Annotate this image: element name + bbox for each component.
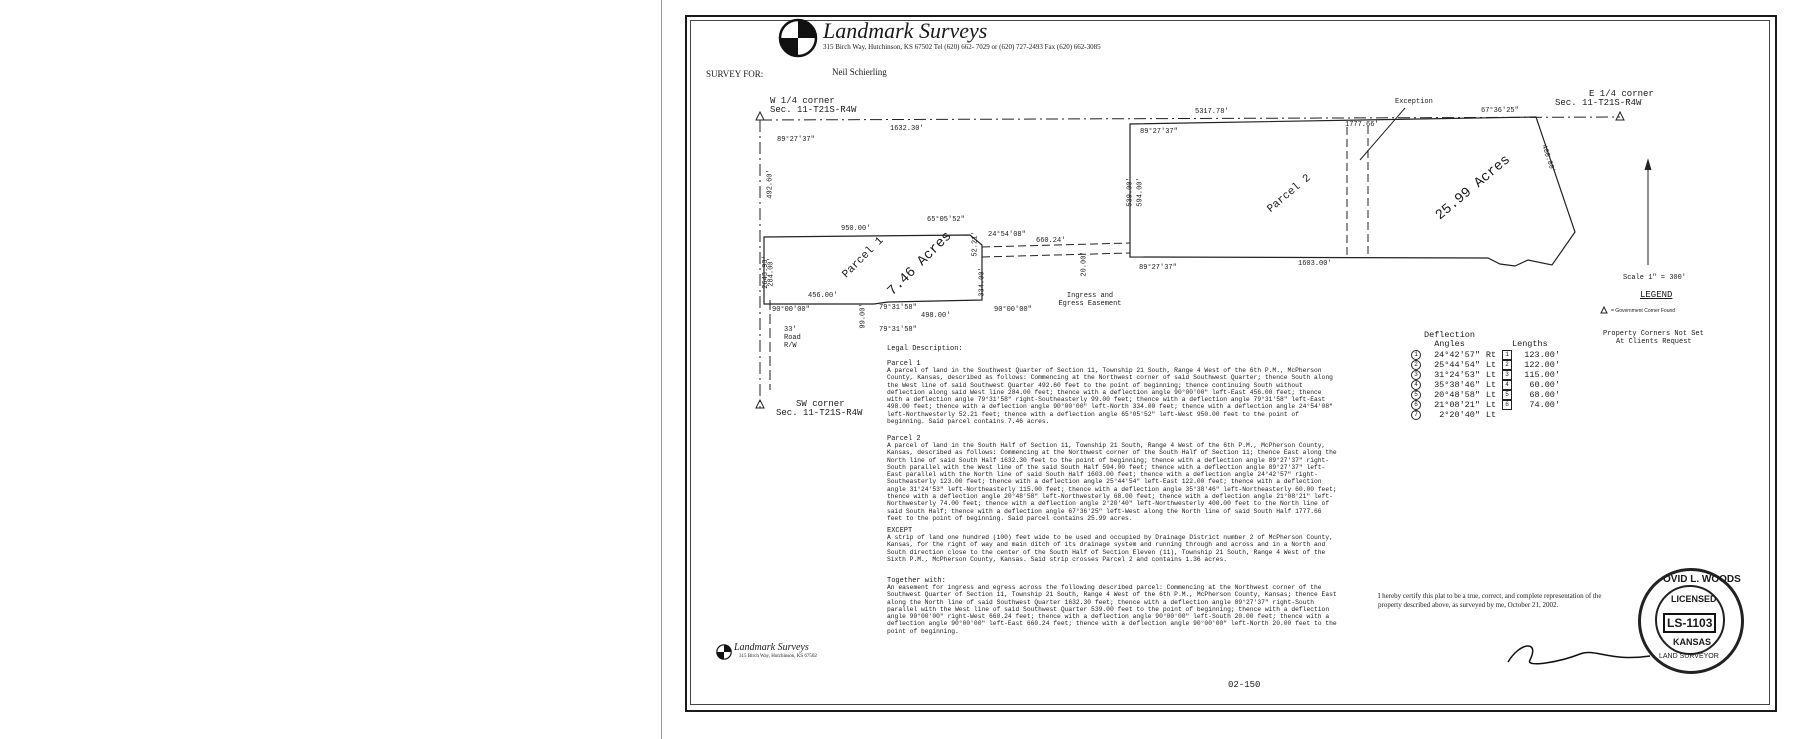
deflection-table	[1411, 350, 1560, 420]
p1-east-length: 334.00'	[978, 267, 987, 297]
deflection-angle: 2°20'40"	[1439, 410, 1480, 420]
company-name: Landmark Surveys	[823, 18, 988, 43]
length-value: 122.00'	[1524, 360, 1560, 370]
deflection-row	[1411, 370, 1560, 380]
scale: Scale 1" = 300'	[1623, 274, 1687, 282]
deflection-row	[1411, 360, 1560, 370]
parcel-2-acres: 25.99 Acres	[1432, 152, 1514, 224]
except-title: EXCEPT	[887, 527, 913, 535]
length-number: 3	[1502, 370, 1512, 380]
parcel-2-title: Parcel 2	[887, 435, 921, 443]
north-west-length: 1632.30'	[890, 125, 924, 133]
parcel-1-label: Parcel 1	[840, 235, 887, 281]
seal-licensed: LICENSED	[1671, 594, 1717, 604]
surveyor-seal	[1638, 568, 1744, 674]
angle-79-31-a: 79°31'58"	[879, 304, 917, 312]
deflection-number: 1	[1411, 350, 1421, 360]
angle-nw-2: 89°27'37"	[1140, 128, 1178, 136]
certification: I hereby certify this plat to be a true, correct, and complete representation of the property described above, as surveyed by me, October 21, 2002.	[1378, 592, 1602, 609]
deflection-number: 4	[1411, 380, 1421, 390]
length-number: 1	[1502, 350, 1512, 360]
footer-company: Landmark Surveys	[734, 642, 809, 653]
deflection-direction: Lt	[1485, 360, 1497, 370]
easement-line-bottom	[982, 253, 1130, 257]
legend-item: = Government Corner Found	[1611, 308, 1676, 314]
deflection-row	[1411, 350, 1560, 360]
parcel-1-title: Parcel 1	[887, 360, 921, 368]
seal-name: OVID L. WOODS	[1663, 574, 1741, 585]
easement-length: 660.24'	[1036, 237, 1066, 245]
deflection-number: 3	[1411, 370, 1421, 380]
length-value: 115.00'	[1524, 370, 1560, 380]
p1-small-segment: 99.00'	[859, 303, 868, 329]
deflection-direction: Rt	[1485, 350, 1497, 360]
deflection-angle: 25°44'54"	[1434, 360, 1480, 370]
deflection-direction: Lt	[1485, 400, 1497, 410]
legend-note-2: At Clients Request	[1616, 338, 1692, 346]
signature	[1500, 632, 1660, 672]
legend-note-1: Property Corners Not Set	[1603, 330, 1704, 338]
p2-west-1: 539.00'	[1126, 177, 1135, 207]
lengths-header: Lengths	[1512, 339, 1548, 349]
p1-ne-segment: 52.21'	[971, 231, 980, 257]
exception-leader	[1360, 108, 1405, 160]
deflection-direction: Lt	[1485, 410, 1497, 420]
parcel-2-label: Parcel 2	[1265, 172, 1314, 216]
parcel-2-description: A parcel of land in the South Half of Section 11, Township 21 South, Range 4 West of the 6th P.M., McPherson County, Kansas, described as follows: Commencing at the Northwest corner of the South Half of Section 11; thence East along the North line of said South Half 1632.30 feet to the point of beginning; thence with a deflection angle 89°27'37" right-South parallel with the West line of the said South Half 594.00 feet; thence with a deflection angle 89°27'37" left-East parallel with the North line of said South Half 1603.00 feet; thence with a deflection angle 24°42'57" right-Southeasterly 123.00 feet; thence with a deflection angle 25°44'54" left-East 122.00 feet; thence with a deflection angle 31°24'53" left-Northeasterly 115.00 feet; thence with a deflection angle 35°38'46" left-Northeasterly 60.00 feet; thence with a deflection angle 20°48'58" left-Northwesterly 68.00 feet; thence with a deflection angle 21°08'21" left-Northwesterly 74.00 feet; thence with a deflection angle 2°20'40" left-Northwesterly 400.00 feet to the North line of said South Half; thence with a deflection angle 67°36'25" left-West along the North line of said South Half 1777.66 feet to the point of beginning. Said parcel contains 25.99 acres.	[887, 442, 1337, 522]
company-address: 315 Birch Way, Hutchinson, KS 67502 Tel (620) 662- 7029 or (620) 727-2493 Fax (620) 662-3085	[823, 43, 1101, 51]
length-value: 123.00'	[1524, 350, 1560, 360]
p2-east-segment: 400.00'	[1539, 143, 1557, 175]
easement-label: Ingress and Egress Easement	[1058, 292, 1122, 308]
w-quarter-corner: W 1/4 corner Sec. 11-T21S-R4W	[770, 96, 857, 115]
deflection-number: 2	[1411, 360, 1421, 370]
p1-north-length: 950.00'	[841, 225, 871, 233]
deflection-angle: 20°48'58"	[1434, 390, 1480, 400]
length-value: 68.00'	[1529, 390, 1560, 400]
deflection-row	[1411, 380, 1560, 390]
length-number: 2	[1502, 360, 1512, 370]
legend-triangle-icon	[1601, 307, 1607, 313]
seal-role: LAND SURVEYOR	[1659, 653, 1719, 660]
angle-90-left: 90°00'00"	[772, 306, 810, 314]
p1-bottom-left: 456.00'	[808, 292, 838, 300]
length-number: 4	[1502, 380, 1512, 390]
deflection-angle: 35°38'46"	[1434, 380, 1480, 390]
deflection-row	[1411, 390, 1560, 400]
footer-logo-icon	[716, 644, 732, 660]
p1-bottom-right: 498.00'	[921, 312, 951, 320]
deflection-row	[1411, 400, 1560, 410]
west-lower: 284.00'	[767, 257, 776, 287]
gov-corner-e-icon	[1616, 112, 1624, 120]
west-total: 2643.93'	[761, 255, 770, 289]
gov-corner-w-icon	[756, 112, 764, 120]
sw-corner: SW corner Sec. 11-T21S-R4W	[776, 399, 863, 418]
length-value: 60.00'	[1529, 380, 1560, 390]
seal-state: KANSAS	[1673, 637, 1712, 647]
deflection-number: 6	[1411, 400, 1421, 410]
north-arrow-head	[1645, 160, 1651, 170]
length-number: 6	[1502, 400, 1512, 410]
e-quarter-corner: E 1/4 corner Sec. 11-T21S-R4W	[1555, 89, 1654, 108]
legal-heading: Legal Description:	[887, 345, 963, 353]
p2-south-length: 1603.00'	[1298, 260, 1332, 268]
parcel-2-boundary	[1130, 117, 1575, 266]
deflection-direction: Lt	[1485, 380, 1497, 390]
p1-angle-ne: 65°05'52"	[927, 216, 965, 224]
angle-79-31-b: 79°31'58"	[879, 326, 917, 334]
survey-for-label: SURVEY FOR:	[706, 69, 764, 79]
footer-address: 315 Birch Way, Hutchinson, KS 67502	[739, 654, 817, 659]
deflection-direction: Lt	[1485, 390, 1497, 400]
deflection-row	[1411, 410, 1560, 420]
deflection-angle: 31°24'53"	[1434, 370, 1480, 380]
except-description: A strip of land one hundred (100) feet wide to be used and occupied by Drainage District number 2 of McPherson County, Kansas, for the right of way and main ditch of its drainage system and running through and across and in a North and South direction close to the center of the South Half of Section Eleven (11), Township 21 South, Range 4 West of the Sixth P.M., McPherson County, Kansas. Said strip crosses Parcel 2 and contains 1.36 acres.	[887, 534, 1333, 563]
p2-west-2: 594.00'	[1136, 177, 1145, 207]
angle-ne: 67°36'25"	[1481, 107, 1519, 115]
deflection-header: Deflection Angles	[1424, 330, 1476, 349]
parcel-1-description: A parcel of land in the Southwest Quarter of Section 11, Township 21 South, Range 4 West of the 6th P.M., McPherson County, Kansas, described as follows: Commencing at the Northwest corner of said Southwest Quarter; thence South along the West line of said Southwest Quarter 492.60 feet to the point of beginning; thence continuing South without deflection along said West line 284.00 feet; thence with a deflection angle 90°00'00" left-East 456.00 feet; thence with a deflection angle 79°31'58" right-Southeasterly 99.00 feet; thence with a deflection angle 79°31'58" left-East 498.00 feet; thence with a deflection angle 90°00'00" left-North 334.00 feet; thence with a deflection angle 24°54'08" left-Northwesterly 52.21 feet; thence with a deflection angle 65°05'52" left-West 950.00 feet to the point of beginning. Said parcel contains 7.46 acres.	[887, 367, 1333, 426]
angle-nw-1: 89°27'37"	[777, 136, 815, 144]
road-label: 33' Road R/W	[784, 326, 801, 350]
west-length: 492.60'	[766, 169, 775, 199]
deflection-number: 5	[1411, 390, 1421, 400]
job-number: 02-150	[1228, 680, 1261, 690]
deflection-angle: 21°08'21"	[1434, 400, 1480, 410]
angle-90-right: 90°00'00"	[994, 306, 1032, 314]
deflection-angle: 24°42'57"	[1434, 350, 1480, 360]
angle-sw-p2: 89°27'37"	[1139, 264, 1177, 272]
deflection-number: 7	[1411, 410, 1421, 420]
together-description: An easement for ingress and egress across the following described parcel: Commencing at the Northwest corner of the Southwest Quarter of Section 11, Township 21 South, Range 4 West of the 6th P.M., McPherson County, Kansas; thence East along the North line of said Southwest Quarter 1632.30 feet; thence with a deflection angle 89°27'37" right-South parallel with the West line of said Southwest Quarter 539.00 feet to the point of beginning; thence with a deflection angle 90°00'00" right-West 660.24 feet; thence with a deflection angle 90°00'00" left-South 20.00 feet; thence with a deflection angle 90°00'00" left-East 660.24 feet; thence with a deflection angle 90°00'00" left-North 20.00 feet to the point of beginning.	[887, 584, 1337, 635]
total-length: 5317.78'	[1195, 108, 1229, 116]
legend-title: LEGEND	[1640, 290, 1673, 300]
angle-24-54: 24°54'08"	[988, 231, 1026, 239]
deflection-direction: Lt	[1485, 370, 1497, 380]
length-value: 74.00'	[1529, 400, 1560, 410]
easement-width: 20.00'	[1080, 251, 1089, 277]
exception-length: 1777.66'	[1345, 121, 1379, 129]
client-name: Neil Schierling	[832, 67, 887, 77]
parcel-1-acres: 7.46 Acres	[884, 228, 956, 300]
length-number: 5	[1502, 390, 1512, 400]
exception-label: Exception	[1395, 98, 1433, 106]
together-title: Together with:	[887, 577, 946, 585]
seal-number: LS-1103	[1663, 613, 1716, 633]
